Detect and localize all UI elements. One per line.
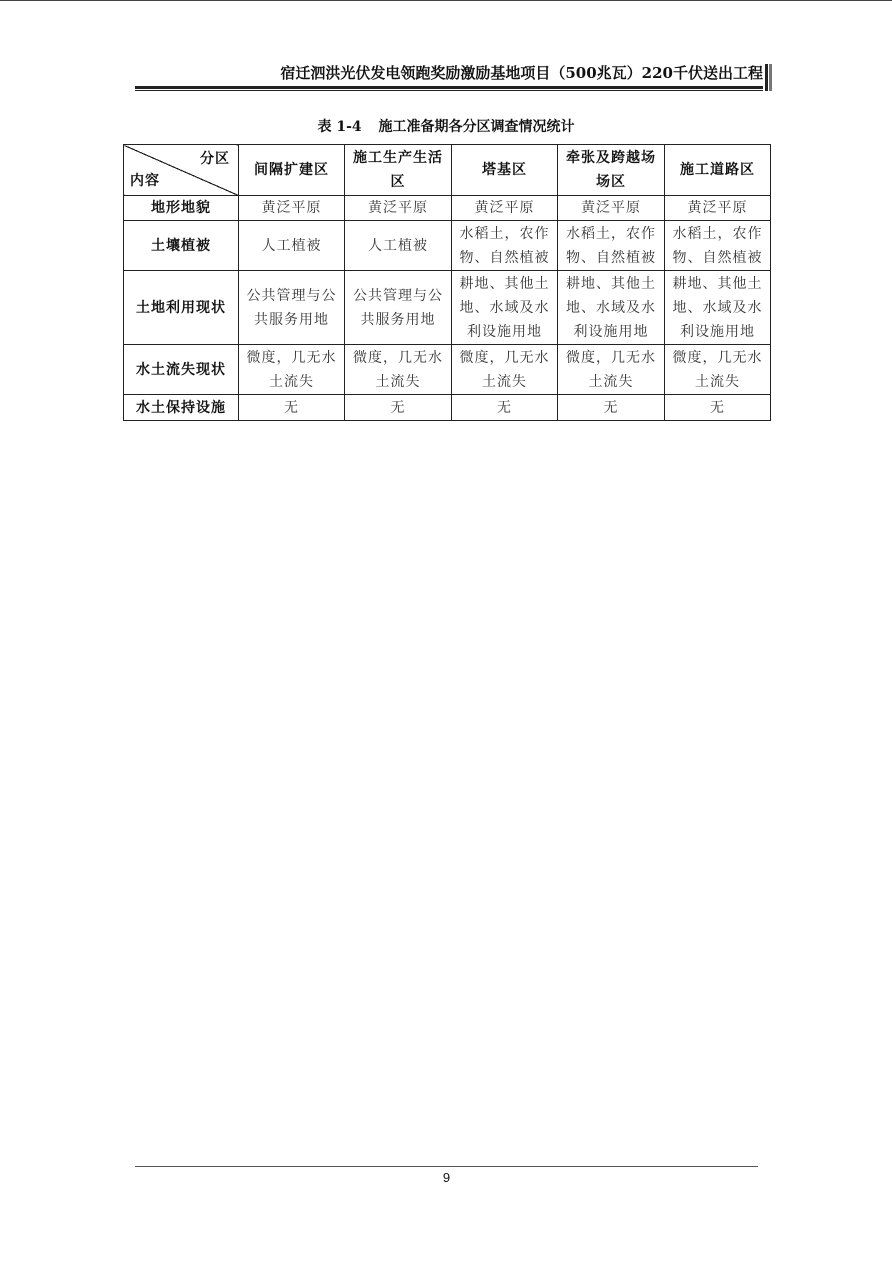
table-header-row xyxy=(124,145,771,196)
page-top-border xyxy=(0,0,892,1)
row-label: 水土保持设施 xyxy=(124,395,239,421)
table-cell: 无 xyxy=(558,395,665,421)
table-cell: 公共管理与公共服务用地 xyxy=(239,271,345,345)
table-row xyxy=(124,345,771,395)
page-number: 9 xyxy=(442,1170,451,1185)
corner-label-zone: 分区 xyxy=(200,151,230,167)
table-cell: 无 xyxy=(345,395,452,421)
column-header: 塔基区 xyxy=(452,145,558,196)
table-cell: 微度，几无水土流失 xyxy=(665,345,771,395)
table-cell: 耕地、其他土地、水域及水利设施用地 xyxy=(558,271,665,345)
header-bar-dark xyxy=(765,64,768,91)
table-cell: 黄泛平原 xyxy=(665,196,771,221)
table-caption xyxy=(122,116,770,136)
table-row xyxy=(124,395,771,421)
table-cell: 黄泛平原 xyxy=(452,196,558,221)
table-cell: 人工植被 xyxy=(239,221,345,271)
table-cell: 水稻土，农作物、自然植被 xyxy=(452,221,558,271)
column-header: 施工道路区 xyxy=(665,145,771,196)
table-number: 表 1-4 xyxy=(317,119,362,135)
table-cell: 耕地、其他土地、水域及水利设施用地 xyxy=(665,271,771,345)
table-cell: 微度，几无水土流失 xyxy=(452,345,558,395)
table-row xyxy=(124,196,771,221)
row-label: 水土流失现状 xyxy=(124,345,239,395)
table-cell: 微度，几无水土流失 xyxy=(558,345,665,395)
table-cell: 无 xyxy=(665,395,771,421)
survey-table xyxy=(123,144,771,421)
table-cell: 公共管理与公共服务用地 xyxy=(345,271,452,345)
column-header: 牵张及跨越场场区 xyxy=(558,145,665,196)
row-label: 地形地貌 xyxy=(124,196,239,221)
table-cell: 无 xyxy=(239,395,345,421)
table-cell: 黄泛平原 xyxy=(345,196,452,221)
table-cell: 微度，几无水土流失 xyxy=(239,345,345,395)
table-cell: 无 xyxy=(452,395,558,421)
table-cell: 人工植被 xyxy=(345,221,452,271)
running-header: 宿迁泗洪光伏发电领跑奖励激励基地项目（500兆瓦）220千伏送出工程 xyxy=(280,64,763,82)
header-rule-thin xyxy=(135,90,763,91)
column-header: 施工生产生活区 xyxy=(345,145,452,196)
header-rule-thick xyxy=(135,86,763,89)
table-cell: 耕地、其他土地、水域及水利设施用地 xyxy=(452,271,558,345)
corner-label-content: 内容 xyxy=(130,173,160,189)
table-cell: 水稻土，农作物、自然植被 xyxy=(665,221,771,271)
table-row xyxy=(124,221,771,271)
header-bar-light xyxy=(769,64,772,91)
table-cell: 水稻土，农作物、自然植被 xyxy=(558,221,665,271)
row-label: 土壤植被 xyxy=(124,221,239,271)
footer-rule xyxy=(135,1166,758,1167)
table-cell: 黄泛平原 xyxy=(558,196,665,221)
diagonal-corner-cell xyxy=(124,145,239,196)
table-cell: 微度，几无水土流失 xyxy=(345,345,452,395)
table-cell: 黄泛平原 xyxy=(239,196,345,221)
table-row xyxy=(124,271,771,345)
column-header: 间隔扩建区 xyxy=(239,145,345,196)
table-title: 施工准备期各分区调查情况统计 xyxy=(378,119,575,135)
row-label: 土地利用现状 xyxy=(124,271,239,345)
